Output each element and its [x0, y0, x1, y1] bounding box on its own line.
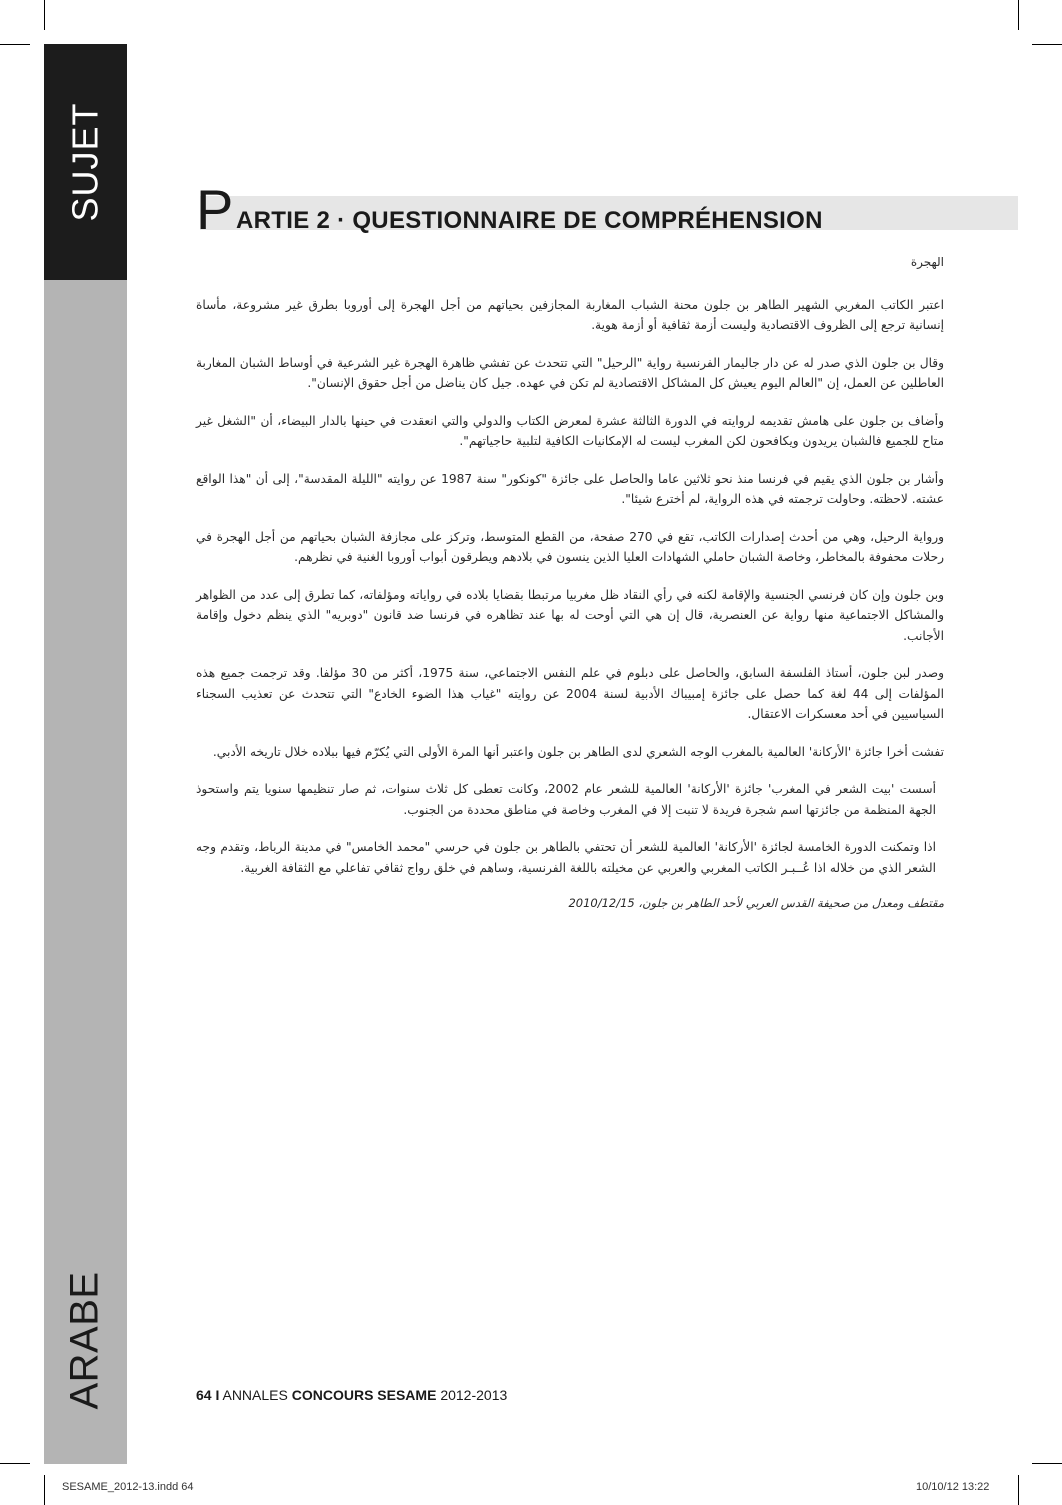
article-paragraph: اعتبر الكاتب المغربي الشهير الطاهر بن جلون محنة الشباب المغاربة المجازفين بحياتهم من أجل الهجرة إلى أوروبا بطرق غير مشروعة، مأساة إنسانية ترجع إلى الظروف الاقتصادية وليست أزمة ثقافية أو أزمة هوية. [196, 297, 944, 332]
section-label-text: SUJET [64, 102, 106, 222]
article-indented-paragraph: اذا وتمكنت الدورة الخامسة لجائزة 'الأركانة' العالمية للشعر أن تحتفي بالطاهر بن جلون في حرسي "محمد الخامس" في مدينة الرباط، وتقدم وجه الشعر الذي من خلاله اذا عُــبـر الكاتب المغربي والعربي عن مخيلته باللغة الفرنسية، وساهم في خلق رواج ثقافي تفاعلي مع الثقافة الغربية. [196, 840, 936, 875]
language-label-text: ARABE [63, 1270, 108, 1410]
article-body [196, 252, 944, 931]
article-paragraph: وصدر لبن جلون، أستاذ الفلسفة السابق، والحاصل على دبلوم في علم النفس الاجتماعي، سنة 1975، أكثر من 30 مؤلفا. وقد ترجمت جميع هذه المؤلفات إلى 44 لغة كما حصل على جائزة إمبيباك الأدبية لسنة 2004 عن روايته "غياب هذا الضوء الخادع" التي تتحدث عن تعذيب السجناء السياسيين في أحد معسكرات الاعتقال. [196, 666, 945, 721]
publication-name: ANNALES [222, 1387, 288, 1403]
section-label [44, 44, 127, 280]
article-paragraph: تفشت أخرا جائزة 'الأركانة' العالمية بالمغرب الوجه الشعري لدى الطاهر بن جلون واعتبر أنها المرة الأولى التي يُكرّم فيها ببلاده خلال تاريخه الأدبي. [212, 744, 944, 759]
crop-mark [0, 1463, 30, 1464]
crop-mark [1018, 1475, 1019, 1505]
article-paragraph: ورواية الرحيل، وهي من أحدث إصدارات الكاتب، تقع في 270 صفحة، من القطع المتوسط، وتركز على مجازفة الشبان بحياتهم من أجل الهجرة في رحلات محفوفة بالمخاطر، وخاصة الشبان حاملي الشهادات العليا الذين ينسون في بلادهم ويطرقون أبواب أوروبا الغنية في نظرهم. [196, 529, 944, 564]
heading-initial: P [196, 178, 234, 241]
language-label [44, 1270, 127, 1410]
crop-mark [0, 44, 30, 45]
page-footer [196, 1387, 507, 1403]
article-paragraph: وقال بن جلون الذي صدر له عن دار جاليمار الفرنسية رواية "الرحيل" التي تتحدث عن تفشي ظاهرة الهجرة غير الشرعية في أوساط الشبان المغاربة العاطلين عن العمل، إن "العالم اليوم يعيش كل المشاكل الاقتصادية لم تكن في عهده. جيل كان يناضل من أجل حقوق الإنسان". [196, 355, 944, 390]
page-number: 64 [196, 1387, 212, 1403]
article-section-title: الهجرة [910, 255, 944, 269]
publication-series: CONCOURS SESAME [291, 1387, 437, 1403]
crop-mark [44, 1475, 45, 1505]
crop-mark [44, 0, 45, 30]
article-indented-paragraph: أسست 'بيت الشعر في المغرب' جائزة 'الأركانة' العالمية للشعر عام 2002، وكانت تعطى كل ثلاث سنوات، ثم صار تنظيمها سنويا يتم واستحوذ الجهة المنظمة من جائزتها اسم شجرة فريدة لا تنبت إلا في المغرب وخاصة في مناطق محددة من الجنوب. [196, 782, 937, 817]
crop-mark [1018, 0, 1019, 30]
publication-year: 2012-2013 [440, 1387, 508, 1403]
slug-filename: SESAME_2012-13.indd 64 [62, 1481, 194, 1493]
article-paragraph: وأشار بن جلون الذي يقيم في فرنسا منذ نحو ثلاثين عاما والحاصل على جائزة "كونكور" سنة 1987 عن روايته "الليلة المقدسة"، إلى أن "هذا الواقع عشته. لاحظته. وحاولت ترجمته في هذه الرواية، لم أخترع شيئا". [196, 471, 944, 506]
article-paragraph: وبن جلون وإن كان فرنسي الجنسية والإقامة لكنه في رأي النقاد ظل مغربيا مرتبطا بقضايا بلاده في رواياته ومؤلفاته، كما تطرق إلى عدد من الظواهر والمشاكل الاجتماعية منها رواية عن العنصرية، قال إن هي التي أوحت له بها عند تظاهره في فرنسا ضد قانون "دوبريه" الذي ينظم دخول وإقامة الأجانب. [196, 587, 944, 643]
article-source: مقتطف ومعدل من صحيفة القدس العربي لأحد الطاهر بن جلون، 2010/12/15 [568, 896, 944, 910]
footer-separator: I [215, 1387, 220, 1403]
article-paragraph: وأضاف بن جلون على هامش تقديمه لروايته في الدورة الثالثة عشرة لمعرض الكتاب والدولي والتي انعقدت في حينها بالدار البيضاء، أن "الشغل غير متاح للجميع فالشبان يريدون ويكافحون لكن المغرب ليست له الإمكانيات الكافية لتلبية حاجياتهم". [196, 413, 944, 448]
page-title: ARTIE 2 · QUESTIONNAIRE DE COMPRÉHENSION [236, 207, 823, 234]
slug-timestamp: 10/10/12 13:22 [916, 1481, 990, 1493]
crop-mark [1032, 44, 1062, 45]
crop-mark [1032, 1463, 1062, 1464]
